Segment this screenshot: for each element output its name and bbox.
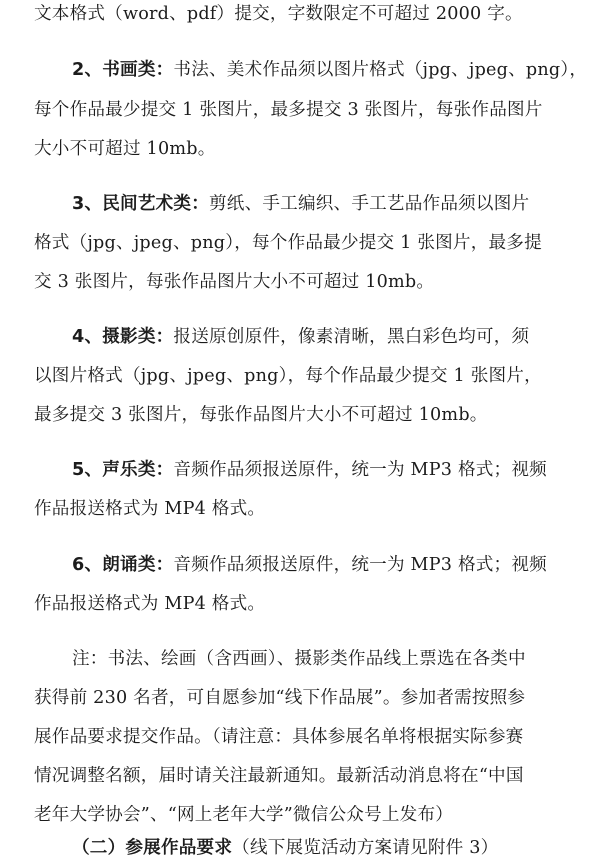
note-line-4 <box>34 764 579 788</box>
item-photography-line-3 <box>34 403 579 427</box>
item-recitation-heading: 6、朗诵类： <box>72 555 174 575</box>
item-vocal-line-1 <box>72 458 600 482</box>
item-vocal-line-2 <box>34 497 579 521</box>
item-photography-heading: 4、摄影类： <box>72 327 174 347</box>
item-calligraphy-line-3 <box>34 137 579 161</box>
item-folk-art-line-1 <box>72 192 600 216</box>
note-text: 展作品要求提交作品。（请注意：具体参展名单将根据实际参赛 <box>34 727 524 747</box>
intro-tail-text: 文本格式（word、pdf）提交，字数限定不可超过 2000 字。 <box>34 4 523 24</box>
section-heading-suffix: （线下展览活动方案请见附件 3） <box>232 838 499 858</box>
section-heading-line <box>72 836 600 860</box>
item-calligraphy-line-2 <box>34 98 579 122</box>
note-text: 注：书法、绘画（含西画）、摄影类作品线上票选在各类中 <box>72 649 526 669</box>
item-photography-text: 报送原创原件，像素清晰，黑白彩色均可，须 <box>173 327 530 347</box>
note-text: 老年大学协会”、“网上老年大学”微信公众号上发布） <box>34 805 454 825</box>
note-line-5 <box>34 803 579 827</box>
note-text: 情况调整名额，届时请关注最新通知。最新活动消息将在“中国 <box>34 766 524 786</box>
item-folk-art-heading: 3、民间艺术类： <box>72 194 209 214</box>
item-calligraphy-heading: 2、书画类： <box>72 60 174 80</box>
item-calligraphy-line-1 <box>72 58 600 82</box>
item-calligraphy-text: 大小不可超过 10mb。 <box>34 139 216 159</box>
item-folk-art-line-2 <box>34 231 579 255</box>
note-line-2 <box>34 686 579 710</box>
item-folk-art-text: 格式（jpg、jpeg、png），每个作品最少提交 1 张图片，最多提 <box>34 233 542 253</box>
item-folk-art-text: 剪纸、手工编织、手工艺品作品须以图片 <box>209 194 530 214</box>
item-photography-text: 最多提交 3 张图片，每张作品图片大小不可超过 10mb。 <box>34 405 488 425</box>
intro-tail-line <box>34 2 579 26</box>
item-recitation-line-2 <box>34 592 579 616</box>
item-folk-art-line-3 <box>34 270 579 294</box>
item-recitation-text: 作品报送格式为 MP4 格式。 <box>34 594 266 614</box>
item-vocal-text: 音频作品须报送原件，统一为 MP3 格式；视频 <box>173 460 547 480</box>
item-calligraphy-text: 书法、美术作品须以图片格式（jpg、jpeg、png）， <box>173 60 588 80</box>
item-vocal-text: 作品报送格式为 MP4 格式。 <box>34 499 266 519</box>
note-line-1 <box>72 647 600 671</box>
item-photography-line-1 <box>72 325 600 349</box>
item-recitation-line-1 <box>72 553 600 577</box>
item-calligraphy-text: 每个作品最少提交 1 张图片，最多提交 3 张图片，每张作品图片 <box>34 100 543 120</box>
item-photography-text: 以图片格式（jpg、jpeg、png），每个作品最少提交 1 张图片， <box>34 366 542 386</box>
item-folk-art-text: 交 3 张图片，每张作品图片大小不可超过 10mb。 <box>34 272 435 292</box>
note-line-3 <box>34 725 579 749</box>
item-recitation-text: 音频作品须报送原件，统一为 MP3 格式；视频 <box>173 555 547 575</box>
item-vocal-heading: 5、声乐类： <box>72 460 174 480</box>
section-heading: （二）参展作品要求 <box>72 838 233 858</box>
item-photography-line-2 <box>34 364 579 388</box>
note-text: 获得前 230 名者，可自愿参加“线下作品展”。参加者需按照参 <box>34 688 526 708</box>
